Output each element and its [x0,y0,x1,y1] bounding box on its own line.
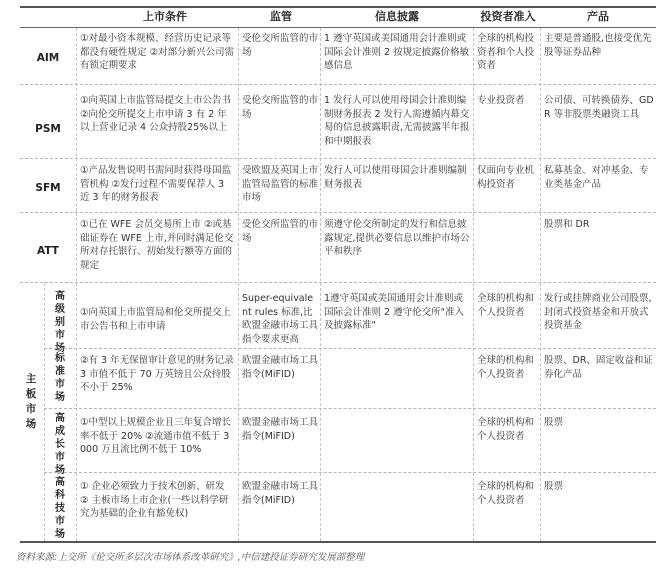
cell-listing: ①对最小资本规模、经营历史记录等都没有硬性规定 ②对部分新兴公司需有锁定期要求 [80,33,235,71]
subrow-label-standard: 标准市场 [55,353,65,403]
cell-investor: 全球的机构和个人投资者 [477,481,535,506]
cell-regulation: 欧盟金融市场工具指令(MiFID) [242,355,319,380]
cell-product: 股票 [544,417,564,428]
row-divider [20,212,656,213]
column-divider [540,28,541,541]
cell-disclosure: 须遵守伦交所制定的发行和信息披露规定,提供必要信息以维护市场公平和秩序 [324,219,470,257]
header-product: 产品 [587,10,609,23]
cell-regulation: 受伦交所监管的市场 [242,33,319,58]
cell-listing: ①已在 WFE 会员交易所上市 ②或基础证券在 WFE 上市,并同时满足伦交所对存托银行、初始发行额等方面的规定 [80,219,234,271]
cell-product: 主要是普通股,也接受优先股等证券品种 [544,33,652,58]
cell-listing: ①中型以上规模企业且三年复合增长率不低于 20% ②流通市值不低于 3000 万且流比例不低于 10% [80,417,232,455]
row-label-att: ATT [37,245,59,257]
cell-investor: 仅面向专业机构投资者 [477,165,535,190]
cell-disclosure: 发行人可以使用母国会计准则编制财务报表 [324,165,467,190]
row-label-sfm: SFM [35,182,61,194]
header-disclosure: 信息披露 [375,10,419,23]
cell-investor: 全球的机构和个人投资者 [477,293,535,318]
column-divider [76,28,77,541]
cell-disclosure: 1 遵守英国或美国通用会计准则或国际会计准则 2 按规定披露价格敏感信息 [324,33,470,71]
cell-product: 股票和 DR [544,219,590,230]
subrow-label-tech: 高科技市场 [55,477,65,540]
cell-listing: ①向英国上市监管局和伦交所提交上市公告书和上市申请 [80,307,232,332]
main-board-label: 主板市场 [25,373,37,430]
header-separator [20,27,656,28]
column-divider [473,28,474,541]
cell-regulation: 受伦交所监管的市场 [242,219,319,244]
row-divider [44,348,656,349]
cell-investor: 全球的机构投资者和个人投资者 [477,33,535,71]
table-bottom-rule [20,541,656,543]
row-divider [44,408,656,409]
cell-regulation: Super-equivalent rules 标准,比欧盟金融市场工具指令要求更高 [242,293,319,345]
cell-regulation: 欧盟金融市场工具指令(MiFID) [242,417,319,442]
cell-regulation: 欧盟金融市场工具指令(MiFID) [242,481,319,506]
subrow-label-premium: 高级别市场 [55,291,65,354]
cell-investor: 全球的机构和个人投资者 [477,417,535,442]
column-divider [320,28,321,541]
main-board-divider [44,283,45,541]
row-label-psm: PSM [35,123,61,135]
cell-investor: 全球的机构和个人投资者 [477,355,535,380]
row-divider [20,84,656,85]
subrow-label-high-growth: 高成长市场 [55,413,65,476]
header-investor: 投资者准入 [480,10,536,23]
cell-listing: ①产品发售说明书需同时获得母国监管机构 ②发行过程不需要保荐人 3 近 3 年的财务报表 [80,165,232,203]
header-listing: 上市条件 [143,10,187,23]
cell-regulation: 受欧盟及英国上市监管局监管的标准市场 [242,165,319,203]
source-note: 资料来源:上交所《伦交所多层次市场体系改革研究》,中信建投证券研究发展部整理 [16,552,365,563]
cell-disclosure: 1 发行人可以使用母国会计准则编制财务报表 2 发行人需遵循内幕交易的信息披露职责,无需披露半年报和中期报表 [324,95,470,147]
cell-listing: ① 企业必须致力于技术创新、研发 ② 主板市场上市企业(一些以科学研究为基础的企业有豁免权) [80,481,229,519]
row-divider [20,158,656,159]
cell-listing: ②有 3 年无保留审计意见的财务记录 3 市值不低于 70 万英镑且公众持股不小于 25% [80,355,234,393]
cell-product: 发行或挂牌商业公司股票,封闭式投资基金和开放式投资基金 [544,293,652,331]
cell-product: 股票、DR、固定收益和证券化产品 [544,355,653,380]
cell-product: 私募基金、对冲基金、专业类基金产品 [544,165,649,190]
cell-listing: ①向英国上市监管局提交上市公告书 ②向伦交所提交上市申请 3 有 2 年以上营业记录 4 公众持股25%以上 [80,95,232,133]
row-divider [44,472,656,473]
row-divider [20,282,656,283]
header-regulation: 监管 [270,10,292,23]
row-label-aim: AIM [36,52,60,64]
cell-regulation: 受伦交所监管的市场 [242,95,319,120]
cell-product: 股票 [544,481,564,492]
cell-product: 公司债、可转换债券、GDR 等非股票类融资工具 [544,95,654,120]
cell-investor: 专业投资者 [477,95,525,106]
cell-disclosure: 1遵守英国或美国通用会计准则或国际会计准则 2 遵守伦交所"准入及披露标准" [324,293,464,331]
column-divider [238,28,239,541]
